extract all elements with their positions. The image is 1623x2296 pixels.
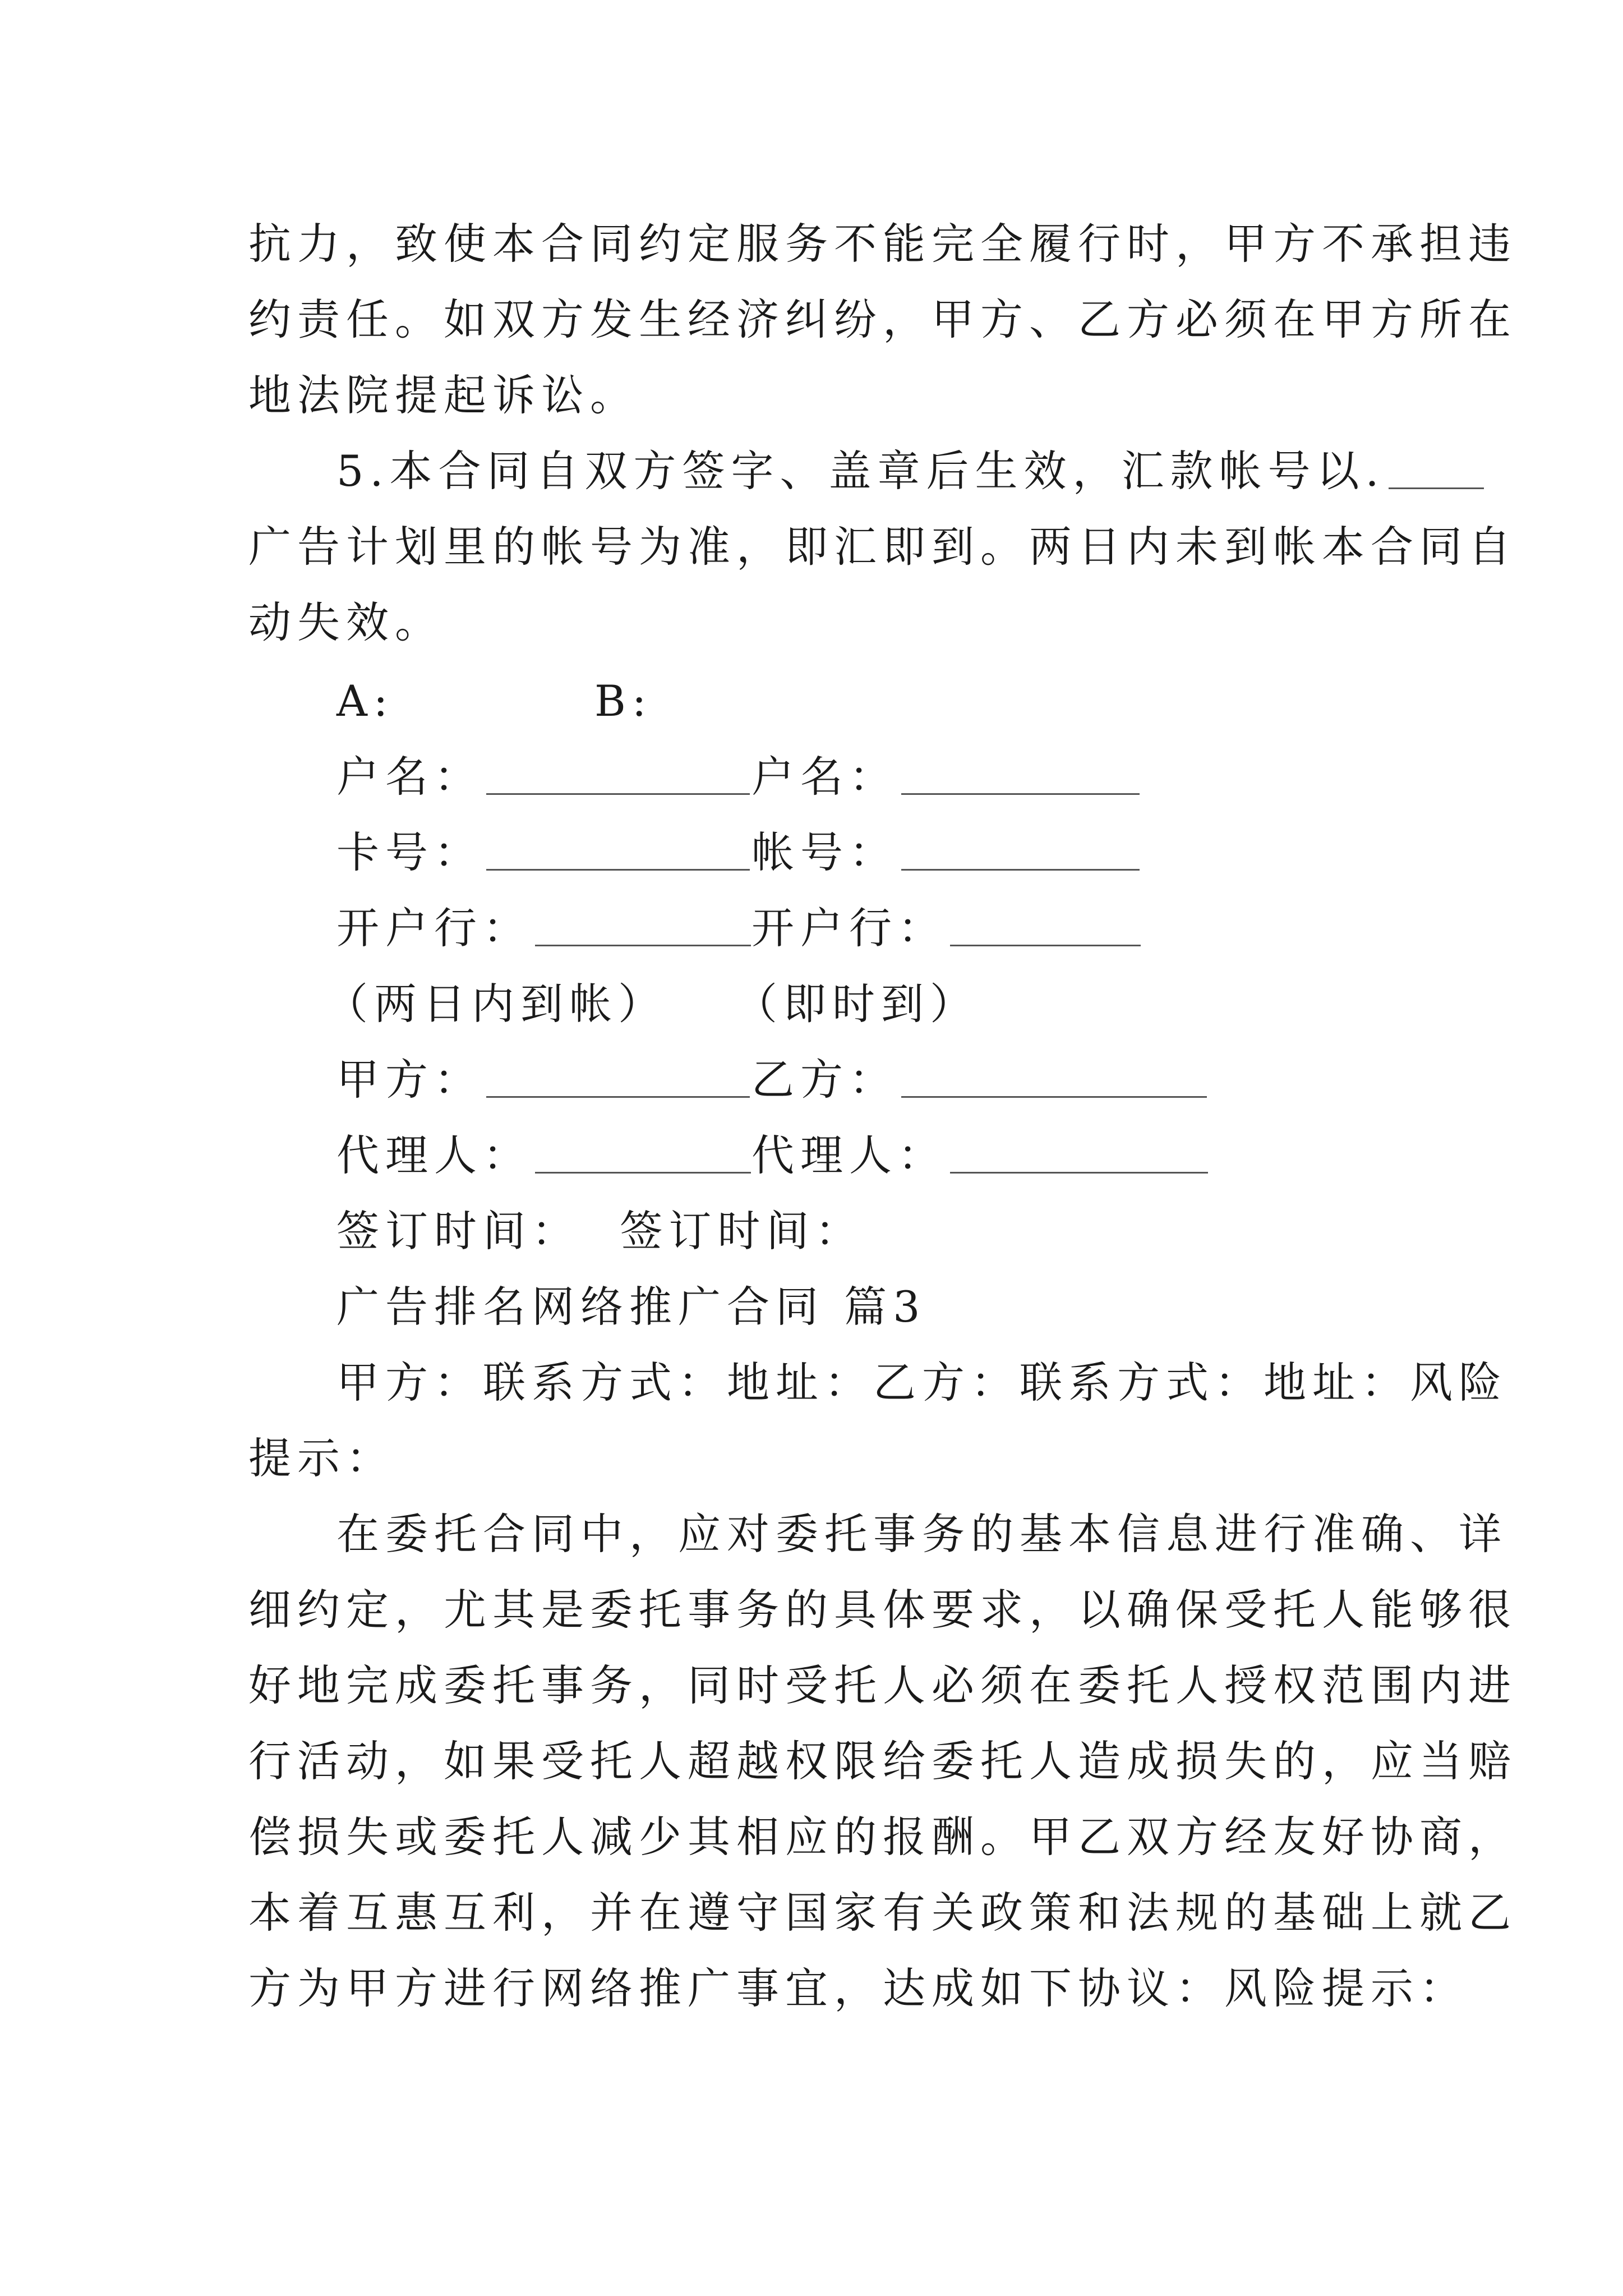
paragraph-line: 动失效。 bbox=[248, 597, 444, 647]
clause-5-line bbox=[336, 440, 1484, 502]
body-line: 在委托合同中，应对委托事务的基本信息进行准确、详 bbox=[336, 1509, 1507, 1559]
bank-right-field: 帐号： bbox=[751, 822, 1140, 884]
bank-left-field: 卡号： bbox=[336, 822, 750, 884]
right-note: （即时到） bbox=[735, 979, 979, 1029]
clause-5-text: 5.本合同自双方签字、盖章后生效，汇款帐号以. bbox=[336, 446, 1385, 496]
sign-left-field: 甲方： bbox=[336, 1049, 750, 1111]
paragraph-line: 广告计划里的帐号为准，即汇即到。两日内未到帐本合同自 bbox=[248, 522, 1517, 572]
bank-right-field: 户名： bbox=[751, 746, 1140, 808]
paragraph-line: 约责任。如双方发生经济纠纷，甲方、乙方必须在甲方所在 bbox=[248, 295, 1517, 344]
body-line: 本着互惠互利，并在遵守国家有关政策和法规的基础上就乙 bbox=[248, 1888, 1517, 1938]
sign-right-field: 乙方： bbox=[751, 1049, 1207, 1111]
sign-left-field: 代理人： bbox=[336, 1125, 751, 1186]
sign-right-field: 代理人： bbox=[751, 1125, 1208, 1186]
paragraph-line: 地法院提起诉讼。 bbox=[248, 370, 639, 420]
account-blank bbox=[1389, 445, 1484, 489]
bank-left-field: 户名： bbox=[336, 746, 750, 808]
body-line: 细约定，尤其是委托事务的具体要求，以确保受托人能够很 bbox=[248, 1585, 1517, 1635]
bank-left-field: 开户行： bbox=[336, 898, 751, 959]
body-line: 行活动，如果受托人超越权限给委托人造成损失的，应当赔 bbox=[248, 1736, 1517, 1786]
left-note: （两日内到帐） bbox=[325, 979, 667, 1029]
body-line: 方为甲方进行网络推广事宜，达成如下协议：风险提示： bbox=[248, 1963, 1468, 2013]
section-title: 广告排名网络推广合同 篇3 bbox=[336, 1282, 926, 1332]
body-line: 好地完成委托事务，同时受托人必须在委托人授权范围内进 bbox=[248, 1660, 1517, 1710]
sign-date-line: 签订时间： 签订时间： bbox=[336, 1206, 864, 1256]
party-b-label: B: bbox=[594, 676, 653, 726]
parties-line: 提示： bbox=[248, 1433, 395, 1483]
party-a-label: A: bbox=[336, 676, 394, 726]
paragraph-line: 抗力，致使本合同约定服务不能完全履行时，甲方不承担违 bbox=[248, 219, 1517, 269]
body-line: 偿损失或委托人减少其相应的报酬。甲乙双方经友好协商， bbox=[248, 1812, 1517, 1862]
parties-line: 甲方：联系方式：地址：乙方：联系方式：地址：风险 bbox=[336, 1358, 1507, 1407]
bank-right-field: 开户行： bbox=[751, 898, 1141, 959]
